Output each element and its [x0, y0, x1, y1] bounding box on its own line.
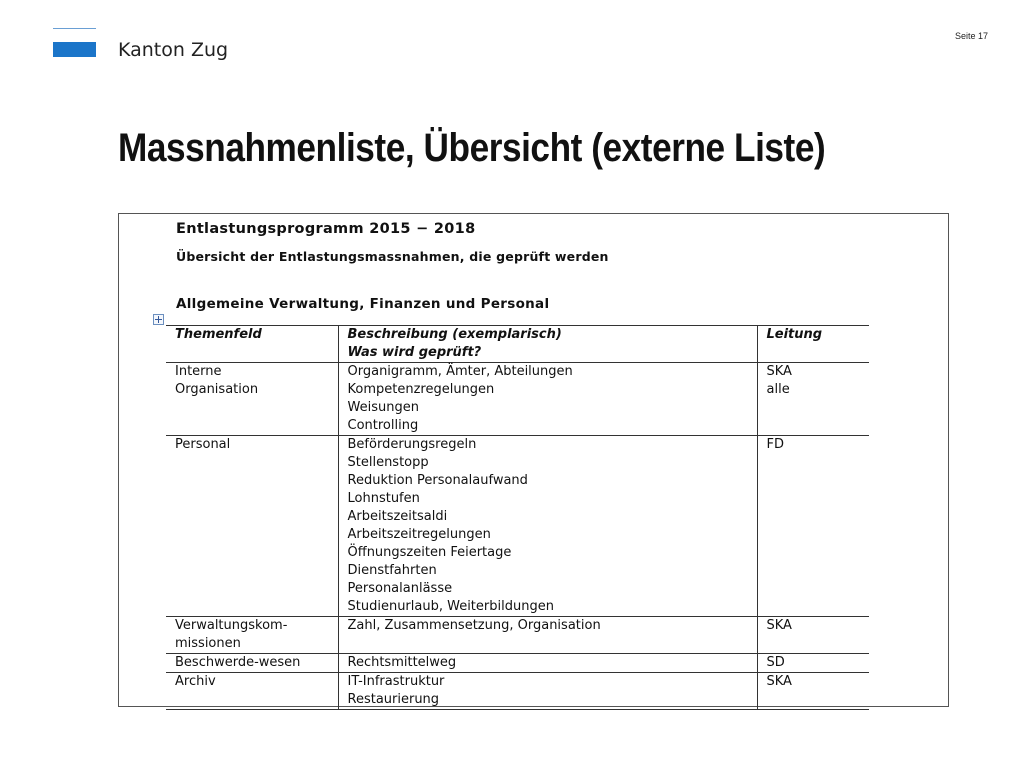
themenfeld-line: Personal	[175, 437, 231, 452]
beschreibung-line: Beförderungsregeln	[347, 437, 477, 452]
beschreibung-line: Reduktion Personalaufwand	[347, 473, 528, 488]
table-cell-leitung	[757, 436, 869, 617]
column-header-leitung: Leitung	[757, 326, 869, 363]
beschreibung-line: Weisungen	[347, 400, 419, 415]
themenfeld-line: Beschwerde-wesen	[175, 655, 301, 670]
document-heading: Entlastungsprogramm 2015 − 2018	[176, 221, 476, 237]
beschreibung-line: Restaurierung	[347, 692, 440, 707]
column-header-themenfeld: Themenfeld	[175, 327, 262, 342]
table-cell-beschreibung	[338, 436, 757, 617]
themenfeld-line: missionen	[175, 636, 241, 651]
leitung-line: SD	[766, 655, 785, 670]
table-row	[166, 436, 869, 617]
table-cell-themenfeld	[166, 673, 338, 710]
slide-title: Massnahmenliste, Übersicht (externe Liste)	[118, 126, 826, 170]
themenfeld-line: Archiv	[175, 674, 216, 689]
document-section-heading: Allgemeine Verwaltung, Finanzen und Personal	[176, 296, 550, 312]
table-cell-beschreibung	[338, 654, 757, 673]
table-row	[166, 654, 869, 673]
leitung-line: SKA	[766, 618, 792, 633]
table-cell-themenfeld	[166, 436, 338, 617]
table-cell-beschreibung	[338, 673, 757, 710]
logo-block-icon	[53, 42, 96, 57]
leitung-line: FD	[766, 437, 784, 452]
table-cell-leitung	[757, 617, 869, 654]
table-row	[166, 363, 869, 436]
table-cell-leitung	[757, 673, 869, 710]
page-number: Seite 17	[954, 31, 988, 41]
beschreibung-line: Organigramm, Ämter, Abteilungen	[347, 364, 573, 379]
table-cell-beschreibung	[338, 363, 757, 436]
themenfeld-line: Interne	[175, 364, 222, 379]
document-subheading: Übersicht der Entlastungsmassnahmen, die geprüft werden	[176, 249, 609, 264]
beschreibung-line: Arbeitszeitregelungen	[347, 527, 491, 542]
leitung-line: SKA	[766, 364, 792, 379]
beschreibung-line: Controlling	[347, 418, 419, 433]
table-body	[166, 363, 869, 710]
table-move-handle-icon[interactable]	[153, 314, 164, 325]
table-cell-themenfeld	[166, 617, 338, 654]
logo-line	[53, 28, 96, 29]
table-cell-themenfeld	[166, 363, 338, 436]
table-cell-beschreibung	[338, 617, 757, 654]
table-header-row	[166, 326, 869, 363]
beschreibung-line: Rechtsmittelweg	[347, 655, 457, 670]
beschreibung-line: Arbeitszeitsaldi	[347, 509, 448, 524]
table-cell-themenfeld	[166, 654, 338, 673]
beschreibung-line: Dienstfahrten	[347, 563, 437, 578]
beschreibung-line: Stellenstopp	[347, 455, 429, 470]
embedded-document	[118, 213, 949, 707]
logo-text: Kanton Zug	[118, 39, 229, 61]
beschreibung-line: Personalanlässe	[347, 581, 453, 596]
table-cell-leitung	[757, 363, 869, 436]
column-header-beschreibung: Beschreibung (exemplarisch) Was wird geprüft?	[338, 326, 757, 363]
beschreibung-line: Lohnstufen	[347, 491, 420, 506]
themenfeld-line: Verwaltungskom-	[175, 618, 288, 633]
beschreibung-line: Studienurlaub, Weiterbildungen	[347, 599, 554, 614]
beschreibung-line: Kompetenzregelungen	[347, 382, 495, 397]
leitung-line: alle	[766, 382, 790, 397]
beschreibung-line: Zahl, Zusammensetzung, Organisation	[347, 618, 601, 633]
themenfeld-line: Organisation	[175, 382, 259, 397]
table-cell-leitung	[757, 654, 869, 673]
beschreibung-line: Öffnungszeiten Feiertage	[347, 545, 512, 560]
table-row	[166, 617, 869, 654]
measures-table	[166, 325, 869, 710]
beschreibung-line: IT-Infrastruktur	[347, 674, 445, 689]
leitung-line: SKA	[766, 674, 792, 689]
table-row	[166, 673, 869, 710]
